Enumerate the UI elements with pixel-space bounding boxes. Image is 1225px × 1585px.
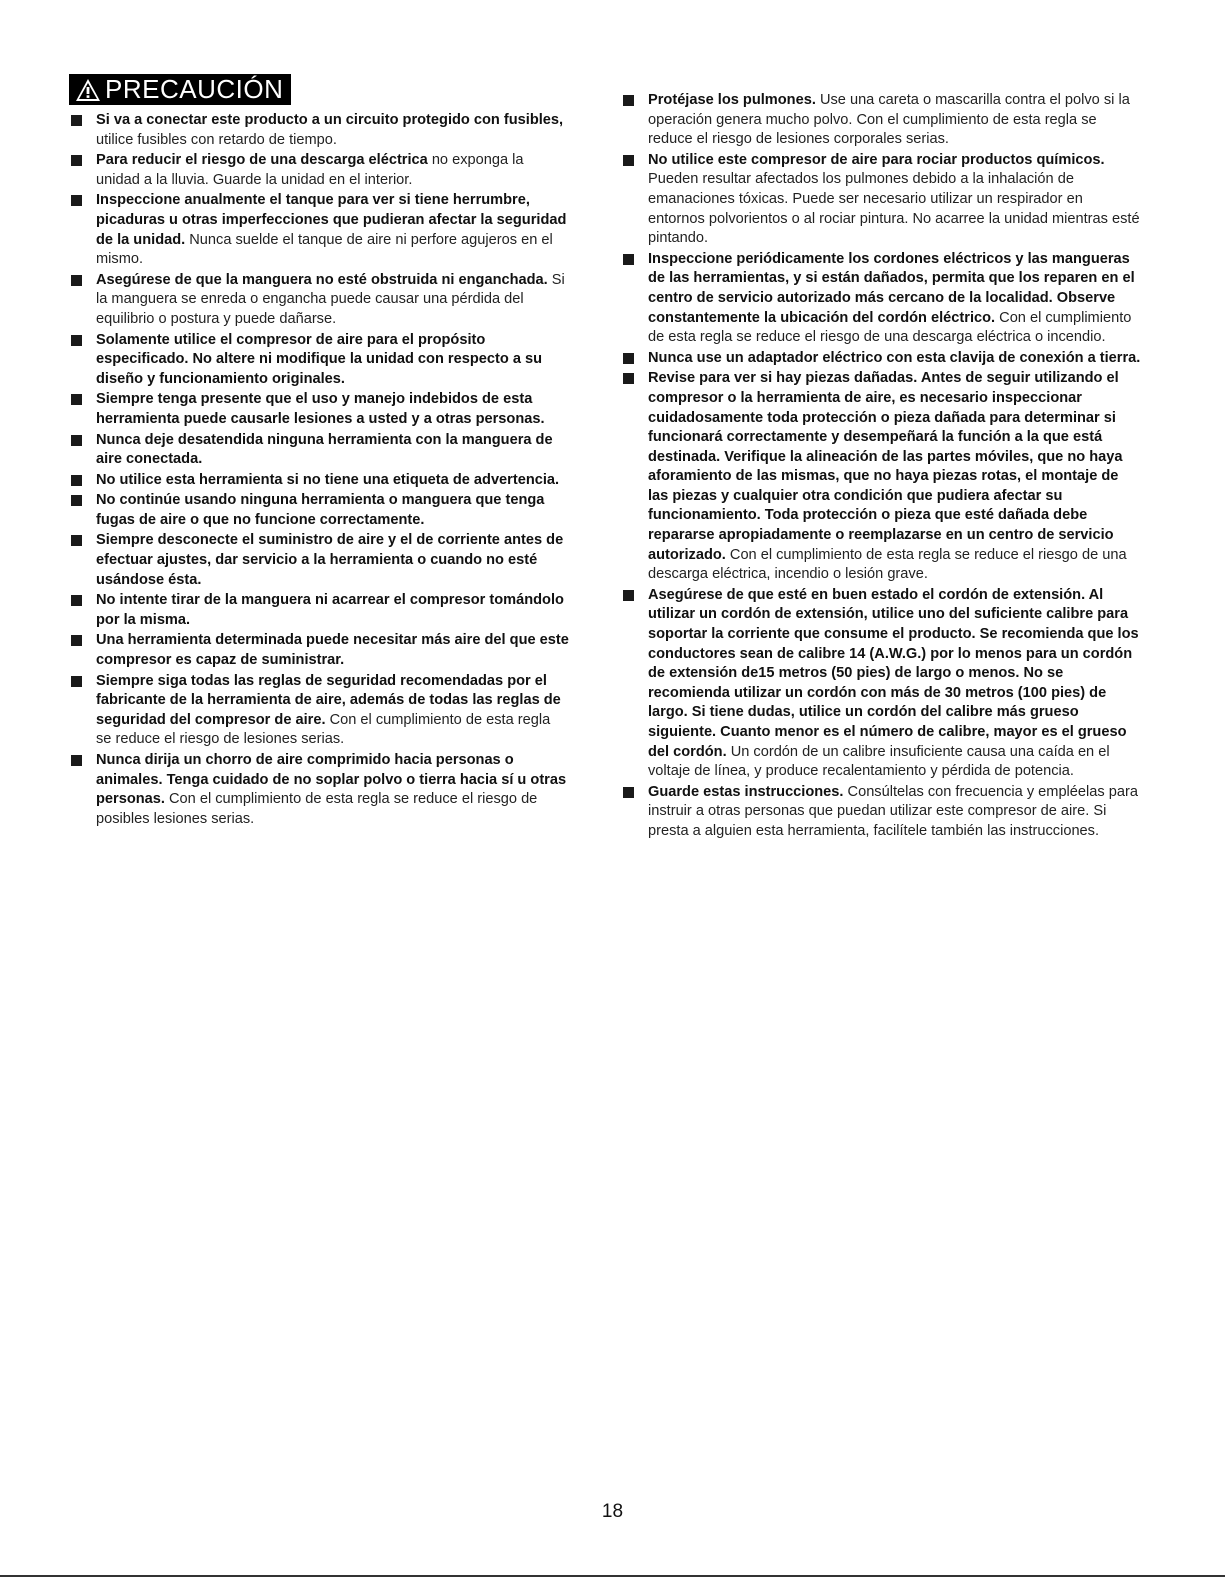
item-bold-text: Inspeccione anualmente el tanque para ver si tiene herrumbre, picaduras u otras imperfecciones que pudieran afectar la seguridad de la unidad. xyxy=(96,192,567,248)
item-bold-text: Nunca use un adaptador eléctrico con esta clavija de conexión a tierra. xyxy=(648,349,1141,366)
item-bold-text: Para reducir el riesgo de una descarga eléctrica xyxy=(96,152,428,169)
square-bullet-icon xyxy=(71,435,82,446)
bottom-rule xyxy=(0,1575,1225,1577)
square-bullet-icon xyxy=(71,275,82,286)
item-bold-text: Una herramienta determinada puede necesitar más aire del que este compresor es capaz de suministrar. xyxy=(96,632,569,669)
item-normal-text: Con el cumplimiento de esta regla se reduce el riesgo de una descarga eléctrica, incendio o lesión grave. xyxy=(648,546,1127,583)
square-bullet-icon xyxy=(71,755,82,766)
list-item xyxy=(69,531,569,590)
item-bold-text: Asegúrese de que esté en buen estado el cordón de extensión. Al utilizar un cordón de extensión, utilice uno del suficiente calibre para soportar la corriente que consume el producto. Se recomienda que los conductores sean de calibre 14 (A.W.G.) por lo menos para un cordón de extensión de15 metros (50 pies) de largo o menos. No se recomienda utilizar un cordón con más de 30 metros (100 pies) de largo. Si tiene dudas, utilice un cordón del calibre más grueso siguiente. Cuanto menor es el número de calibre, mayor es el grueso del cordón. xyxy=(648,586,1139,760)
list-item xyxy=(621,349,1141,369)
item-bold-text: Inspeccione periódicamente los cordones eléctricos y las mangueras de las herramientas, y si están dañados, permita que los reparen en el centro de servicio autorizado más cercano de la localidad. Observe constantemente la ubicación del cordón eléctrico. xyxy=(648,250,1135,326)
square-bullet-icon xyxy=(71,635,82,646)
item-normal-text: Si la manguera se enreda o engancha puede causar una pérdida del equilibrio o postura y puede dañarse. xyxy=(96,271,565,327)
square-bullet-icon xyxy=(71,475,82,486)
list-item xyxy=(69,751,569,829)
square-bullet-icon xyxy=(71,535,82,546)
item-bold-text: No utilice este compresor de aire para rociar productos químicos. xyxy=(648,151,1105,168)
square-bullet-icon xyxy=(71,676,82,687)
square-bullet-icon xyxy=(623,95,634,106)
item-normal-text: Use una careta o mascarilla contra el polvo si la operación genera mucho polvo. Con el cumplimiento de esta regla se reduce el riesgo de lesiones corporales serias. xyxy=(648,92,1130,148)
warning-triangle-icon xyxy=(75,78,101,102)
item-bold-text: Protéjase los pulmones. xyxy=(648,92,816,108)
square-bullet-icon xyxy=(623,373,634,384)
list-item xyxy=(621,151,1141,249)
item-normal-text: Con el cumplimiento de esta regla se reduce el riesgo de una descarga eléctrica o incendio. xyxy=(648,309,1132,346)
right-column xyxy=(621,91,1141,843)
square-bullet-icon xyxy=(623,254,634,265)
item-normal-text: no exponga la unidad a la lluvia. Guarde la unidad en el interior. xyxy=(96,152,524,188)
item-normal-text: Un cordón de un calibre insuficiente causa una caída en el voltaje de línea, y produce recalentamiento y pérdida de potencia. xyxy=(648,743,1110,780)
banner-title: PRECAUCIÓN xyxy=(105,74,284,104)
list-item xyxy=(69,151,569,190)
item-bold-text: Siempre tenga presente que el uso y manejo indebidos de esta herramienta puede causarle lesiones a usted y a otras personas. xyxy=(96,391,545,427)
list-item xyxy=(621,369,1141,585)
square-bullet-icon xyxy=(623,155,634,166)
item-bold-text: No continúe usando ninguna herramienta o manguera que tenga fugas de aire o que no funcione correctamente. xyxy=(96,492,545,528)
item-normal-text: Pueden resultar afectados los pulmones debido a la inhalación de emanaciones tóxicas. Puede ser necesario utilizar un respirador en entornos polvorientos o al rociar pintura. No acarree la unidad mientras esté pintando. xyxy=(648,171,1140,247)
square-bullet-icon xyxy=(71,394,82,405)
item-bold-text: Siempre siga todas las reglas de seguridad recomendadas por el fabricante de la herramienta de aire, además de todas las reglas de seguridad del compresor de aire. xyxy=(96,672,561,728)
item-bold-text: Siempre desconecte el suministro de aire y el de corriente antes de efectuar ajustes, dar servicio a la herramienta o cuando no esté usándose ésta. xyxy=(96,532,564,588)
list-item xyxy=(621,91,1141,150)
list-item xyxy=(69,331,569,390)
list-item xyxy=(69,390,569,429)
list-item xyxy=(69,431,569,470)
square-bullet-icon xyxy=(71,335,82,346)
item-bold-text: Si va a conectar este producto a un circuito protegido con fusibles, xyxy=(96,112,564,128)
list-item xyxy=(621,250,1141,348)
list-item xyxy=(69,591,569,630)
item-normal-text: Con el cumplimiento de esta regla se reduce el riesgo de posibles lesiones serias. xyxy=(96,791,538,827)
page-number: 18 xyxy=(601,1501,624,1522)
square-bullet-icon xyxy=(71,195,82,206)
list-item xyxy=(69,672,569,750)
item-bold-text: No intente tirar de la manguera ni acarrear el compresor tomándolo por la misma. xyxy=(96,592,564,628)
list-item xyxy=(621,783,1141,842)
square-bullet-icon xyxy=(623,787,634,798)
item-normal-text: Nunca suelde el tanque de aire ni perfore agujeros en el mismo. xyxy=(96,231,553,268)
list-item xyxy=(69,631,569,670)
item-bold-text: Revise para ver si hay piezas dañadas. Antes de seguir utilizando el compresor o la herramienta de aire, es necesario inspeccionar cuidadosamente toda protección o pieza dañada para determinar si funcionará correctamente y desempeñará la función a la que está destinada. Verifique la alineación de las partes móviles, que no haya aforamiento de las mismas, que no haya piezas rotas, el montaje de las piezas y cualquier otra condición que pudiera afectar su funcionamiento. Toda protección o pieza que esté dañada debe repararse apropiadamente o reemplazarse en un centro de servicio autorizado. xyxy=(648,370,1123,563)
item-bold-text: Asegúrese de que la manguera no esté obstruida ni enganchada. xyxy=(96,271,548,288)
square-bullet-icon xyxy=(71,495,82,506)
item-bold-text: Guarde estas instrucciones. xyxy=(648,783,844,800)
item-bold-text: Nunca deje desatendida ninguna herramienta con la manguera de aire conectada. xyxy=(96,431,553,468)
list-item xyxy=(69,111,569,150)
item-normal-text: Consúltelas con frecuencia y empléelas para instruir a otras personas que puedan utilizar este compresor de aire. Si presta a alguien esta herramienta, facilítele también las instrucciones. xyxy=(648,783,1138,839)
square-bullet-icon xyxy=(71,155,82,166)
item-normal-text: Con el cumplimiento de esta regla se reduce el riesgo de lesiones serias. xyxy=(96,711,551,748)
square-bullet-icon xyxy=(71,595,82,606)
list-item xyxy=(621,586,1141,782)
list-item xyxy=(69,471,569,491)
caution-banner xyxy=(69,74,291,105)
item-bold-text: Nunca dirija un chorro de aire comprimido hacia personas o animales. Tenga cuidado de no soplar polvo o tierra hacia sí u otras personas. xyxy=(96,752,567,808)
square-bullet-icon xyxy=(623,353,634,364)
item-normal-text: utilice fusibles con retardo de tiempo. xyxy=(96,131,337,148)
item-bold-text: No utilice esta herramienta si no tiene una etiqueta de advertencia. xyxy=(96,471,560,488)
square-bullet-icon xyxy=(71,115,82,126)
square-bullet-icon xyxy=(623,590,634,601)
list-item xyxy=(69,271,569,330)
list-item xyxy=(69,191,569,269)
left-column xyxy=(69,111,569,830)
list-item xyxy=(69,491,569,530)
item-bold-text: Solamente utilice el compresor de aire para el propósito especificado. No altere ni modifique la unidad con respecto a su diseño y funcionamiento originales. xyxy=(96,331,543,387)
